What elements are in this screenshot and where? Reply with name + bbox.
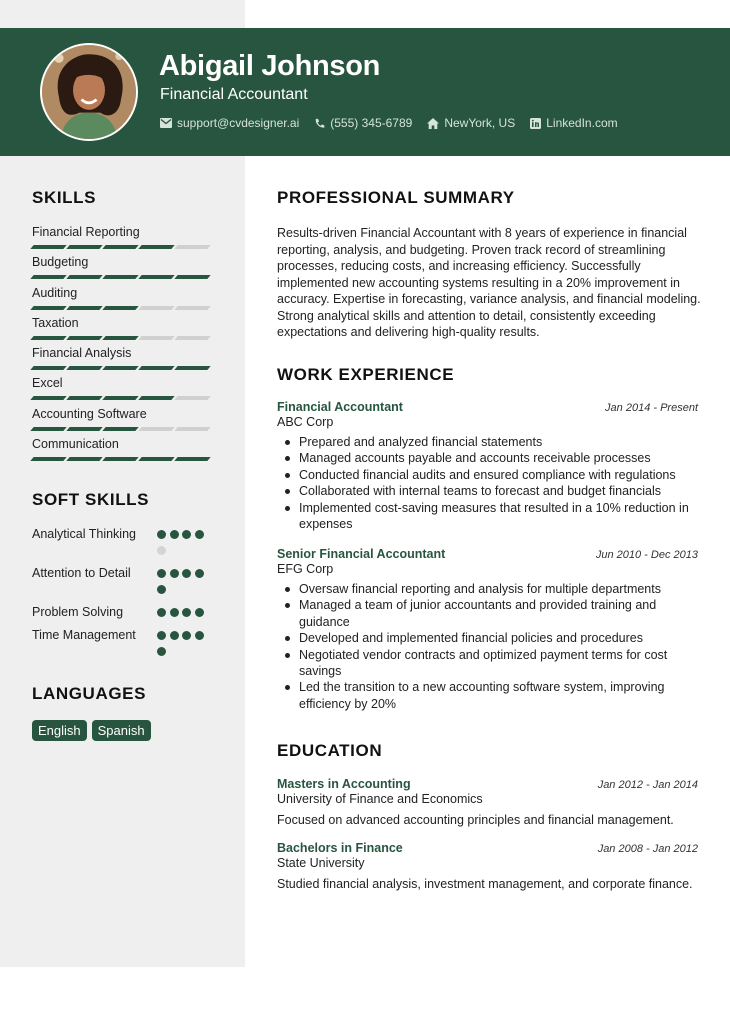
languages-list	[32, 720, 156, 741]
contact-linkedin-text: LinkedIn.com	[546, 116, 618, 130]
list-item: Collaborated with internal teams to forecast and budget financials	[277, 483, 698, 499]
soft-skill-rating	[157, 604, 207, 624]
contact-linkedin[interactable]	[530, 116, 617, 130]
skill-segment-filled	[174, 457, 210, 461]
soft-skill-rating	[157, 526, 207, 562]
phone-icon	[314, 118, 325, 129]
education-description: Focused on advanced accounting principles and financial management.	[277, 813, 674, 827]
list-item: Managed accounts payable and accounts receivable processes	[277, 450, 698, 466]
soft-skill-name: Time Management	[32, 628, 136, 642]
summary-text: Results-driven Financial Accountant with 8 years of experience in financial reporting, analysis, and budgeting. Proven track record of streamlining processes, reducing costs, and increasing efficiency. Successfully implemented new accounting systems resulting in a 20% improvement in accuracy. Expertise in forecasting, variance analysis, and financial modeling. Strong analytical skills and attention to detail, consistently exceeding expectations and delivering high-quality results.	[277, 226, 701, 339]
skill-segment-filled	[30, 366, 66, 370]
contact-location-text: NewYork, US	[444, 116, 516, 130]
skill-segment-filled	[66, 366, 102, 370]
skill-segment-filled	[174, 366, 210, 370]
rating-dot-filled	[195, 608, 204, 617]
skill-segment-filled	[30, 427, 66, 431]
rating-dot-filled	[157, 530, 166, 539]
list-item: Oversaw financial reporting and analysis for multiple departments	[277, 581, 698, 597]
skill-segment-empty	[174, 245, 210, 249]
skill-segment-filled	[138, 245, 174, 249]
responsibilities-list	[277, 581, 698, 712]
contact-phone[interactable]	[314, 116, 412, 130]
skill-segment-empty	[174, 427, 210, 431]
rating-dot-filled	[157, 585, 166, 594]
skill-segment-filled	[66, 336, 102, 340]
skill-segment-filled	[102, 457, 138, 461]
home-icon	[427, 118, 439, 129]
skill-name: Financial Reporting	[32, 225, 140, 239]
skill-item	[32, 345, 212, 375]
linkedin-icon	[530, 118, 541, 129]
education-entry	[277, 841, 698, 891]
skill-name: Taxation	[32, 315, 79, 330]
position-title: Financial Accountant	[277, 400, 403, 414]
rating-dot-filled	[170, 530, 179, 539]
skill-segment-filled	[66, 306, 102, 310]
company-name: ABC Corp	[277, 415, 334, 429]
skill-segment-filled	[30, 336, 66, 340]
soft-skill-name: Analytical Thinking	[32, 527, 136, 541]
school-name: University of Finance and Economics	[277, 792, 483, 806]
list-item: Implemented cost-saving measures that resulted in a 10% reduction in expenses	[277, 500, 698, 533]
skill-segment-empty	[138, 336, 174, 340]
education-entry	[277, 777, 698, 827]
contact-email-text: support@cvdesigner.ai	[177, 116, 300, 130]
skill-segment-empty	[174, 336, 210, 340]
skill-segment-filled	[102, 245, 138, 249]
rating-dot-filled	[182, 569, 191, 578]
education-heading: EDUCATION	[277, 741, 383, 760]
rating-dot-filled	[195, 631, 204, 640]
degree-title: Bachelors in Finance	[277, 841, 403, 855]
soft-skill-rating	[157, 565, 207, 601]
experience-entry	[277, 547, 698, 712]
skill-name: Financial Analysis	[32, 346, 132, 361]
skill-segment-filled	[138, 275, 174, 279]
skill-level-bar	[32, 457, 212, 461]
skill-segment-filled	[102, 336, 138, 340]
skill-level-bar	[32, 245, 212, 249]
soft-skill-item	[32, 565, 207, 601]
skill-segment-filled	[66, 427, 102, 431]
skill-segment-filled	[66, 245, 102, 249]
skills-list	[32, 224, 212, 466]
list-item: Prepared and analyzed financial statements	[277, 434, 698, 450]
skill-segment-empty	[174, 396, 210, 400]
language-tag: English	[32, 720, 87, 741]
soft-skill-name: Attention to Detail	[32, 566, 131, 580]
rating-dot-empty	[157, 546, 166, 555]
skill-item	[32, 285, 212, 315]
candidate-name: Abigail Johnson	[159, 50, 381, 82]
skill-level-bar	[32, 336, 212, 340]
skill-segment-filled	[102, 306, 138, 310]
skill-segment-filled	[66, 396, 102, 400]
contact-location	[427, 116, 515, 130]
avatar	[40, 43, 138, 141]
skill-segment-filled	[30, 306, 66, 310]
skills-heading: SKILLS	[32, 188, 97, 207]
responsibilities-list	[277, 434, 698, 532]
summary-heading: PROFESSIONAL SUMMARY	[277, 188, 515, 207]
skill-segment-filled	[66, 457, 102, 461]
skill-segment-empty	[138, 306, 174, 310]
soft-skills-heading: SOFT SKILLS	[32, 490, 150, 509]
skill-segment-filled	[174, 275, 210, 279]
skill-segment-filled	[30, 275, 66, 279]
experience-entry	[277, 400, 698, 532]
list-item: Negotiated vendor contracts and optimized payment terms for cost savings	[277, 647, 698, 680]
skill-segment-empty	[174, 306, 210, 310]
skill-segment-filled	[138, 457, 174, 461]
employment-dates: Jun 2010 - Dec 2013	[595, 549, 698, 561]
list-item: Conducted financial audits and ensured compliance with regulations	[277, 467, 698, 483]
rating-dot-filled	[157, 631, 166, 640]
job-title: Financial Accountant	[160, 86, 308, 103]
skill-segment-filled	[102, 396, 138, 400]
skill-level-bar	[32, 396, 212, 400]
skill-segment-filled	[102, 366, 138, 370]
education-dates: Jan 2008 - Jan 2012	[597, 843, 698, 855]
rating-dot-filled	[157, 647, 166, 656]
envelope-icon	[160, 118, 172, 128]
contact-email[interactable]	[160, 116, 299, 130]
skill-name: Auditing	[32, 285, 78, 300]
position-title: Senior Financial Accountant	[277, 547, 446, 561]
rating-dot-filled	[157, 608, 166, 617]
rating-dot-filled	[182, 608, 191, 617]
rating-dot-filled	[157, 569, 166, 578]
skill-item	[32, 315, 212, 345]
skill-level-bar	[32, 366, 212, 370]
school-name: State University	[277, 856, 365, 870]
skill-item	[32, 436, 212, 466]
soft-skills-list	[32, 526, 207, 666]
skill-segment-filled	[138, 366, 174, 370]
experience-heading: WORK EXPERIENCE	[277, 365, 455, 384]
education-description: Studied financial analysis, investment management, and corporate finance.	[277, 877, 693, 891]
list-item: Managed a team of junior accountants and provided training and guidance	[277, 597, 698, 630]
skill-segment-filled	[30, 245, 66, 249]
rating-dot-filled	[170, 569, 179, 578]
skill-item	[32, 224, 212, 254]
rating-dot-filled	[170, 631, 179, 640]
skill-segment-filled	[138, 396, 174, 400]
soft-skill-item	[32, 627, 207, 663]
soft-skill-name: Problem Solving	[32, 605, 124, 619]
soft-skill-rating	[157, 627, 207, 663]
degree-title: Masters in Accounting	[277, 777, 411, 791]
skill-segment-filled	[102, 427, 138, 431]
skill-level-bar	[32, 275, 212, 279]
education-dates: Jan 2012 - Jan 2014	[597, 779, 698, 791]
language-tag: Spanish	[92, 720, 151, 741]
languages-heading: LANGUAGES	[32, 684, 147, 703]
skill-segment-filled	[30, 457, 66, 461]
soft-skill-item	[32, 526, 207, 562]
skill-segment-filled	[66, 275, 102, 279]
skill-item	[32, 406, 212, 436]
rating-dot-filled	[195, 569, 204, 578]
skill-name: Accounting Software	[32, 406, 147, 421]
skill-segment-empty	[138, 427, 174, 431]
list-item: Developed and implemented financial policies and procedures	[277, 630, 698, 646]
skill-name: Excel	[32, 376, 63, 391]
skill-level-bar	[32, 306, 212, 310]
rating-dot-filled	[182, 530, 191, 539]
soft-skill-item	[32, 604, 207, 624]
skill-name: Communication	[32, 437, 119, 452]
skill-item	[32, 375, 212, 405]
company-name: EFG Corp	[277, 562, 334, 576]
rating-dot-filled	[195, 530, 204, 539]
skill-name: Budgeting	[32, 255, 89, 270]
contact-bar	[160, 116, 633, 130]
skill-level-bar	[32, 427, 212, 431]
employment-dates: Jan 2014 - Present	[605, 402, 698, 414]
contact-phone-text: (555) 345-6789	[330, 116, 413, 130]
rating-dot-filled	[170, 608, 179, 617]
skill-segment-filled	[102, 275, 138, 279]
list-item: Led the transition to a new accounting software system, improving efficiency by 20%	[277, 679, 698, 712]
profile-photo	[42, 45, 136, 139]
skill-item	[32, 254, 212, 284]
rating-dot-filled	[182, 631, 191, 640]
skill-segment-filled	[30, 396, 66, 400]
